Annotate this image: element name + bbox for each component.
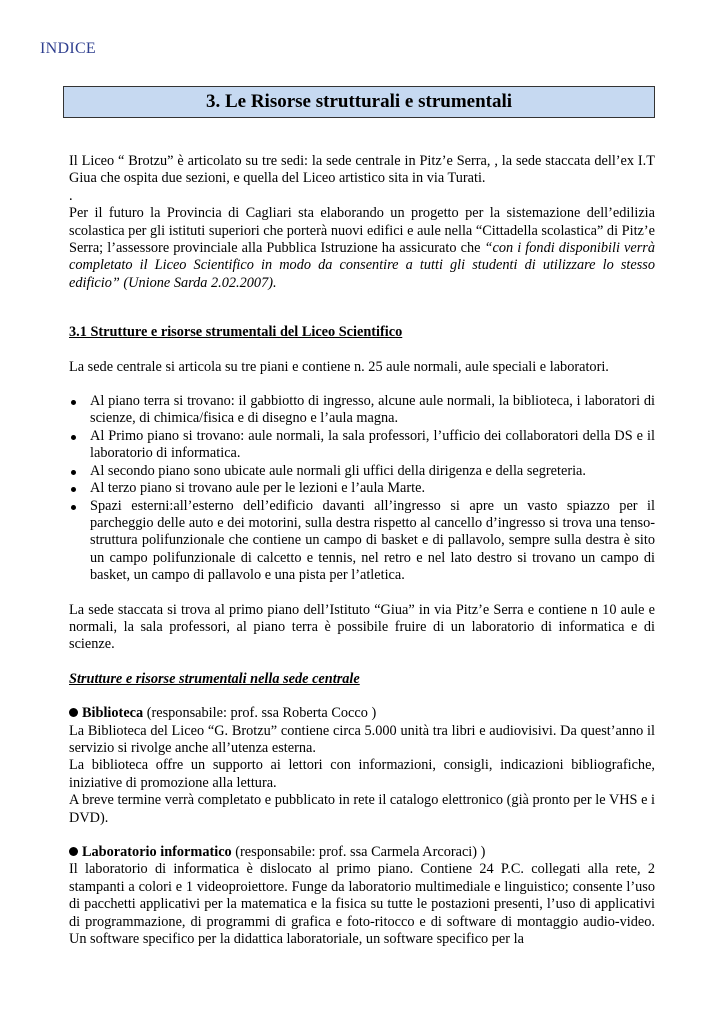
intro-paragraph-2 (69, 205, 655, 292)
list-item: Al piano terra si trovano: il gabbiotto di ingresso, alcune aule normali, la biblioteca, i laboratori di scienze, di chimica/fisica e di disegno e l’aula magna. (69, 393, 655, 428)
chapter-title: 3. Le Risorse strutturali e strumentali (63, 86, 655, 118)
floors-list (69, 393, 655, 584)
intro-p2-quote: “con i fondi disponibili verrà completato il Liceo Scientifico in modo da consentire a tutti gli studenti di utilizzare lo stesso edificio” (Unione Sarda 2.02.2007). (69, 240, 656, 291)
biblioteca-name: Biblioteca (82, 705, 144, 722)
laboratorio-line-1: Il laboratorio di informatica è dislocato al primo piano. Contiene 24 P.C. collegati alla rete, 2 stampanti a colori e 1 videoproiettore. Funge da laboratorio multimediale e linguistico; consente l’uso di pacchetti applicativi per la matematica e la fisica su tutte le postazioni presenti, l’uso di applicativi di programmazione, di programmi di grafica e foto-ritocco e di software di montaggio audio-video. Un software specifico per la didattica laboratoriale, un software specifico per la (69, 861, 655, 948)
biblioteca-line-3: A breve termine verrà completato e pubblicato in rete il catalogo elettronico (già pronto per le VHS e i DVD). (69, 792, 655, 826)
list-item: Al secondo piano sono ubicate aule normali gli uffici della dirigenza e della segreteria. (69, 463, 655, 480)
intro-dot: . (69, 187, 73, 204)
index-link[interactable]: INDICE (40, 40, 97, 57)
bullet-dot-icon (69, 847, 78, 856)
laboratorio-resp: (responsabile: prof. ssa Carmela Arcoraci) ) (231, 844, 486, 860)
list-item: Spazi esterni:all’esterno dell’edificio davanti all’ingresso si apre un vasto spiazzo per il parcheggio delle auto e dei motorini, sulla destra rispetto al cancello d’ingresso si trova una tenso-struttura polifunzionale che contiene un campo di basket e di pallavolo, sempre sulla destra è sito un campo polifunzionale di calcetto e tennis, nel retro e nel lato destro si trovano un campo di basket, un campo di pallavolo e una pista per l’atletica. (69, 498, 655, 585)
document-body (69, 153, 655, 948)
list-item: Al Primo piano si trovano: aule normali, la sala professori, l’ufficio dei collaboratori della DS e il laboratorio di informatica. (69, 428, 655, 463)
laboratorio-name: Laboratorio informatico (82, 844, 232, 860)
biblioteca-heading (69, 705, 655, 722)
intro-paragraph-1: Il Liceo “ Brotzu” è articolato su tre sedi: la sede centrale in Pitz’e Serra, , la sede staccata dell’ex I.T Giua che ospita due sezioni, e quella del Liceo artistico sita in via Turati. (69, 153, 655, 187)
intro-p2-text: Per il futuro la Provincia di Cagliari sta elaborando un progetto per la sistemazione dell’edilizia scolastica per gli istituti superiori che porterà nuovi edifici e aule nella “Cittadella scolastica” di Pitz’e Serra; l’assessore provinciale alla Pubblica Istruzione ha assicurato che (69, 205, 655, 257)
section-3-1-lead: La sede centrale si articola su tre piani e contiene n. 25 aule normali, aule speciali e laboratori. (69, 358, 609, 375)
biblioteca-resp: (responsabile: prof. ssa Roberta Cocco ) (143, 705, 377, 722)
risorse-heading: Strutture e risorse strumentali nella sede centrale (69, 670, 360, 687)
section-3-1-heading: 3.1 Strutture e risorse strumentali del Liceo Scientifico (69, 324, 403, 341)
bullet-dot-icon (69, 708, 78, 717)
list-item: Al terzo piano si trovano aule per le lezioni e l’aula Marte. (69, 480, 655, 497)
laboratorio-heading (69, 844, 655, 861)
sede-staccata-paragraph: La sede staccata si trova al primo piano dell’Istituto “Giua” in via Pitz’e Serra e contiene n 10 aule e normali, la sala professori, al piano terra è possibile fruire di un laboratorio di informatica e di scienze. (69, 601, 655, 653)
biblioteca-line-1: La Biblioteca del Liceo “G. Brotzu” contiene circa 5.000 unità tra libri e audiovisivi. Da quest’anno il servizio si rivolge anche all’utenza esterna. (69, 722, 655, 756)
biblioteca-line-2: La biblioteca offre un supporto ai lettori con informazioni, consigli, indicazioni bibliografiche, iniziative di promozione alla lettura. (69, 757, 655, 791)
